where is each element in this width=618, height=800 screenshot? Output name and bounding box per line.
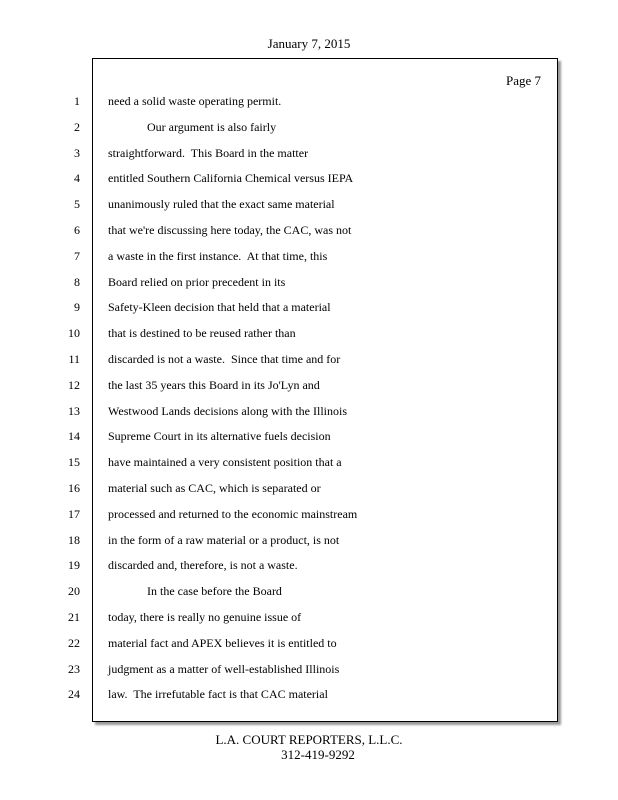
line-text: processed and returned to the economic mainstream [108,507,358,521]
line-number: 5 [74,197,80,211]
line-number: 18 [68,533,80,547]
line-text: material such as CAC, which is separated or [108,481,321,495]
court-reporter-name: L.A. COURT REPORTERS, L.L.C. [215,732,403,747]
line-text: Board relied on prior precedent in its [108,275,286,289]
transcript-date: January 7, 2015 [267,36,351,51]
line-number: 3 [74,146,80,160]
line-text: material fact and APEX believes it is entitled to [108,636,337,650]
line-text: entitled Southern California Chemical versus IEPA [108,171,354,185]
line-text: in the form of a raw material or a product, is not [108,533,340,547]
line-number: 7 [74,249,80,263]
line-text: law. The irrefutable fact is that CAC material [108,687,328,701]
line-number: 21 [68,610,80,624]
line-number: 24 [68,687,80,701]
line-text: the last 35 years this Board in its Jo'Lyn and [108,378,320,392]
line-text: discarded is not a waste. Since that time and for [108,352,341,366]
line-text: have maintained a very consistent position that a [108,455,342,469]
line-number: 2 [74,120,80,134]
line-number: 22 [68,636,80,650]
line-text: discarded and, therefore, is not a waste. [108,558,298,572]
line-number: 9 [74,300,80,314]
line-text: Supreme Court in its alternative fuels decision [108,429,331,443]
line-number: 4 [74,171,80,185]
line-text: today, there is really no genuine issue of [108,610,302,624]
line-number: 1 [74,94,80,108]
line-number: 6 [74,223,80,237]
line-text: that is destined to be reused rather than [108,326,296,340]
line-number: 15 [68,455,80,469]
line-number: 12 [68,378,80,392]
line-text: straightforward. This Board in the matter [108,146,309,160]
line-text: In the case before the Board [108,584,282,598]
line-number: 23 [68,662,80,676]
line-text: that we're discussing here today, the CAC, was not [108,223,352,237]
line-text: Our argument is also fairly [108,120,277,134]
line-number: 14 [68,429,80,443]
page-number: Page 7 [505,73,541,88]
line-number: 19 [68,558,80,572]
line-text: unanimously ruled that the exact same material [108,197,335,211]
line-number: 10 [68,326,80,340]
line-number: 13 [68,404,80,418]
line-number: 8 [74,275,80,289]
line-text: need a solid waste operating permit. [108,94,282,108]
line-text: Safety-Kleen decision that held that a material [108,300,331,314]
line-text: a waste in the first instance. At that time, this [108,249,328,263]
line-number: 20 [68,584,80,598]
line-text: judgment as a matter of well-established Illinois [108,662,340,676]
line-text: Westwood Lands decisions along with the Illinois [108,404,348,418]
line-number: 17 [68,507,80,521]
court-reporter-phone: 312-419-9292 [281,747,355,762]
line-number: 16 [68,481,80,495]
footer [0,732,618,762]
line-number: 11 [68,352,80,366]
